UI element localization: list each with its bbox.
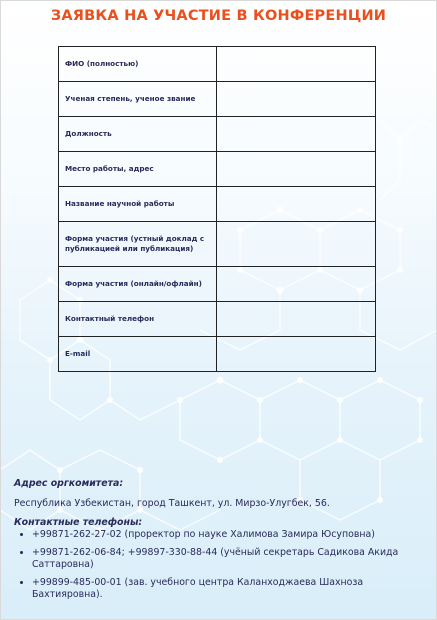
form-value-field[interactable] [217, 267, 376, 302]
form-label: Контактный телефон [59, 302, 217, 337]
address-text: Республика Узбекистан, город Ташкент, ул. Мирзо-Улугбек, 56. [14, 497, 330, 509]
table-row [59, 47, 376, 82]
phone-item: • +99871-262-06-84; +99897-330-88-44 (учёный секретарь Садикова Акида Саттаровна) [32, 547, 424, 570]
form-label: Должность [59, 117, 217, 152]
phone-item: • +99899-485-00-01 (зав. учебного центра Каланходжаева Шахноза Бахтияровна). [32, 577, 424, 600]
form-label: E-mail [59, 337, 217, 372]
table-row [59, 302, 376, 337]
form-label: Ученая степень, ученое звание [59, 82, 217, 117]
form-value-field[interactable] [217, 117, 376, 152]
phones-heading: Контактные телефоны: [14, 517, 143, 528]
form-label: ФИО (полностью) [59, 47, 217, 82]
table-row [59, 187, 376, 222]
table-row [59, 337, 376, 372]
form-value-field[interactable] [217, 337, 376, 372]
table-row [59, 152, 376, 187]
phone-item: • +99871-262-27-02 (проректор по науке Халимова Замира Юсуповна) [32, 529, 424, 541]
table-row [59, 267, 376, 302]
table-row [59, 82, 376, 117]
address-heading: Адрес оргкомитета: [14, 478, 124, 489]
form-label: Форма участия (онлайн/офлайн) [59, 267, 217, 302]
form-value-field[interactable] [217, 47, 376, 82]
form-value-field[interactable] [217, 187, 376, 222]
form-value-field[interactable] [217, 152, 376, 187]
form-label: Место работы, адрес [59, 152, 217, 187]
table-row [59, 222, 376, 267]
contacts-section [14, 478, 424, 607]
form-value-field[interactable] [217, 82, 376, 117]
phones-list [14, 529, 424, 601]
form-title: ЗАЯВКА НА УЧАСТИЕ В КОНФЕРЕНЦИИ [50, 8, 387, 24]
form-label: Название научной работы [59, 187, 217, 222]
form-value-field[interactable] [217, 222, 376, 267]
application-form-table [58, 46, 376, 372]
form-value-field[interactable] [217, 302, 376, 337]
form-label: Форма участия (устный доклад с публикацией или публикация) [59, 222, 217, 267]
table-row [59, 117, 376, 152]
